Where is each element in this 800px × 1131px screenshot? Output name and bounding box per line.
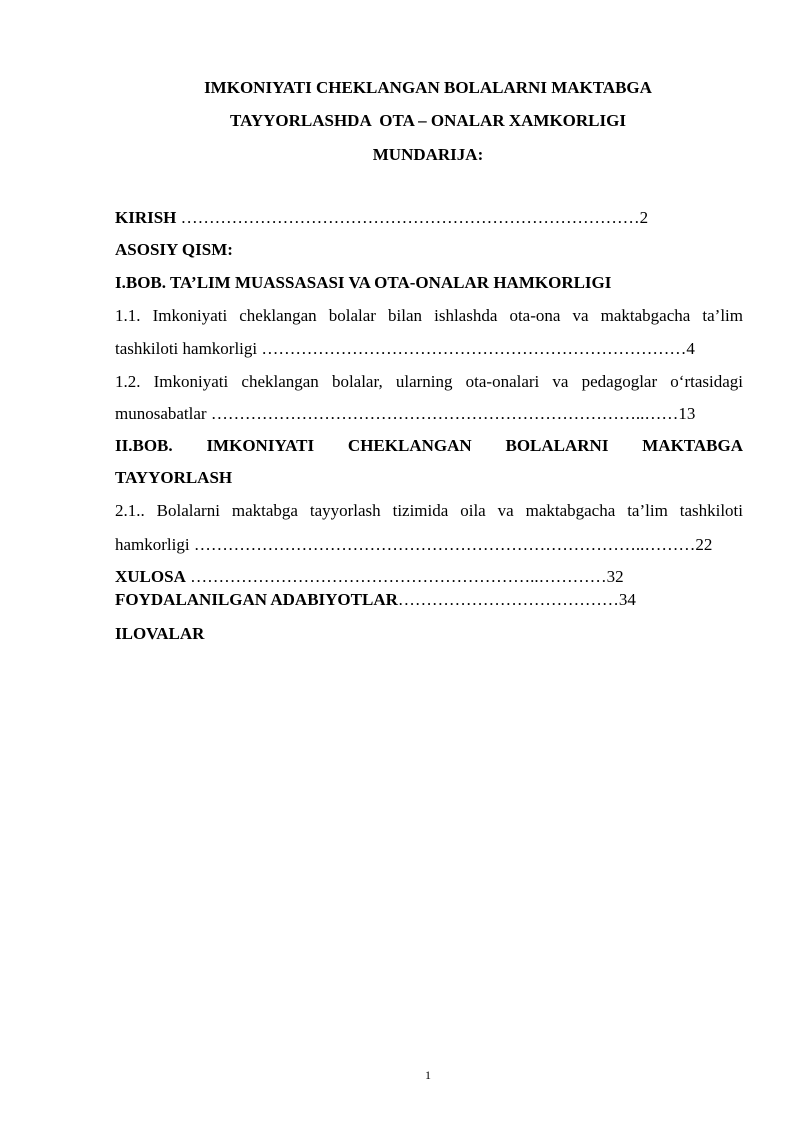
contents-heading: MUNDARIJA: <box>372 145 484 164</box>
toc-entry-foydalanilgan-adabiyotlar <box>115 590 743 610</box>
toc-section-1-1-line-2: tashkiloti hamkorligi …………………………………………………………………4 <box>115 339 695 358</box>
toc-chapter-2-title-line-2: TAYYORLASH <box>115 468 233 487</box>
document-title-line-2: TAYYORLASHDA OTA – ONALAR XAMKORLIGI <box>230 111 626 130</box>
toc-kirish-leader: ………………………………………………………………………2 <box>176 208 649 227</box>
toc-entry-ilovalar: ILOVALAR <box>115 624 205 643</box>
toc-section-2-1-line-2: hamkorligi ……………………………………………………………………..………22 <box>115 535 713 554</box>
toc-kirish-label: KIRISH <box>115 208 177 227</box>
toc-xulosa-label: XULOSA <box>115 567 186 586</box>
toc-foydal-leader: …………………………………34 <box>397 590 636 609</box>
toc-asosiy-qism: ASOSIY QISM: <box>115 240 233 259</box>
toc-entry-kirish <box>115 208 743 228</box>
toc-section-1-1-line-1: 1.1. Imkoniyati cheklangan bolalar bilan ishlashda ota-ona va maktabgacha ta’lim <box>115 306 743 325</box>
toc-chapter-2-title-line-1: II.BOB. IMKONIYATI CHEKLANGAN BOLALARNI MAKTABGA <box>115 436 743 455</box>
document-title-line-1: IMKONIYATI CHEKLANGAN BOLALARNI MAKTABGA <box>204 78 652 97</box>
toc-entry-xulosa <box>115 567 743 587</box>
toc-section-1-2-line-1: 1.2. Imkoniyati cheklangan bolalar, ularning ota-onalari va pedagoglar o‘rtasidagi <box>115 372 743 391</box>
toc-section-1-2-line-2: munosabatlar …………………………………………………………………..……13 <box>115 404 696 423</box>
toc-foydal-label: FOYDALANILGAN ADABIYOTLAR <box>115 590 398 609</box>
toc-chapter-1-title: I.BOB. TA’LIM MUASSASASI VA OTA-ONALAR HAMKORLIGI <box>115 273 612 292</box>
toc-section-2-1-line-1: 2.1.. Bolalarni maktabga tayyorlash tizimida oila va maktabgacha ta’lim tashkiloti <box>115 501 743 520</box>
page-number: 1 <box>425 1068 431 1082</box>
toc-xulosa-leader: ……………………………………………………..…………32 <box>185 567 624 586</box>
